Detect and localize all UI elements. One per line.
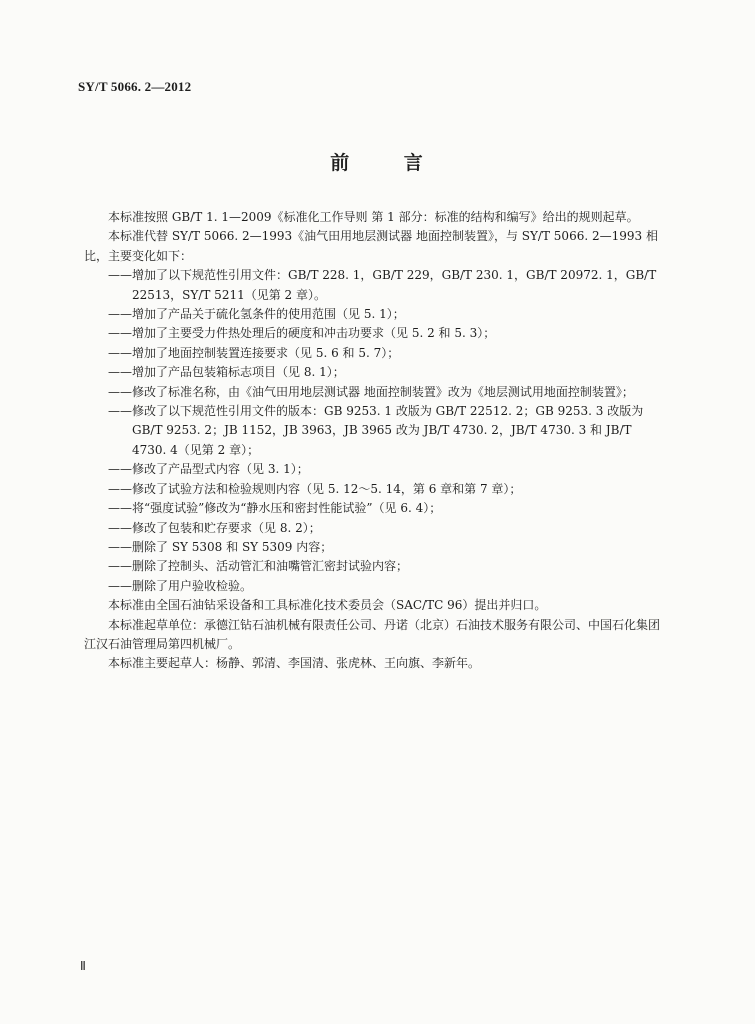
- page-title: 前 言: [330, 152, 447, 174]
- list-item: ——增加了主要受力件热处理后的硬度和冲击功要求（见 5. 2 和 5. 3）；: [108, 326, 496, 341]
- list-item: ——增加了以下规范性引用文件：GB/T 228. 1，GB/T 229，GB/T 230. 1，GB/T 20972. 1，GB/T 22513，SY/T 5211（见第 2 章）。: [108, 268, 657, 302]
- list-item: ——修改了试验方法和检验规则内容（见 5. 12～5. 14，第 6 章和第 7 章）；: [108, 481, 522, 496]
- list-item: ——修改了产品型式内容（见 3. 1）；: [108, 462, 309, 477]
- paragraph-drafting-rules: 本标准按照 GB/T 1. 1—2009《标准化工作导则 第 1 部分：标准的结构和编写》给出的规则起草。: [108, 210, 639, 224]
- list-item: ——增加了地面控制装置连接要求（见 5. 6 和 5. 7）；: [108, 345, 400, 360]
- paragraph-replaces: 本标准代替 SY/T 5066. 2—1993《油气田用地层测试器 地面控制装置》，与 SY/T 5066. 2—1993 相比，主要变化如下：: [84, 229, 658, 263]
- list-item: ——增加了产品关于硫化氢条件的使用范围（见 5. 1）；: [108, 307, 405, 322]
- paragraph-drafting-units: 本标准起草单位：承德江钻石油机械有限责任公司、丹诺（北京）石油技术服务有限公司、中国石化集团江汉石油管理局第四机械厂。: [84, 617, 661, 651]
- paragraph-drafters: 本标准主要起草人：杨静、郭清、李国清、张虎林、王向旗、李新年。: [108, 656, 481, 671]
- standard-number: SY/T 5066. 2—2012: [78, 79, 192, 94]
- list-item: ——将“强度试验”修改为“静水压和密封性能试验”（见 6. 4）；: [108, 501, 442, 516]
- list-item: ——修改了以下规范性引用文件的版本：GB 9253. 1 改版为 GB/T 22512. 2；GB 9253. 3 改版为 GB/T 9253. 2；JB 1152，JB 3963，JB 3965 改为 JB/T 4730. 2，JB/T 4730. 3 和 JB/T 4730. 4（见第 2 章）；: [108, 404, 644, 457]
- paragraph-proposed-by: 本标准由全国石油钻采设备和工具标准化技术委员会（SAC/TC 96）提出并归口。: [108, 598, 547, 613]
- list-item: ——删除了用户验收检验。: [108, 578, 253, 593]
- list-item: ——增加了产品包装箱标志项目（见 8. 1）；: [108, 365, 345, 380]
- list-item: ——删除了 SY 5308 和 SY 5309 内容；: [108, 539, 333, 554]
- list-item: ——修改了包装和贮存要求（见 8. 2）；: [108, 520, 321, 535]
- list-item: ——修改了标准名称，由《油气田用地层测试器 地面控制装置》改为《地层测试用地面控制装置》；: [108, 384, 634, 399]
- page-number: Ⅱ: [80, 959, 86, 973]
- list-item: ——删除了控制头、活动管汇和油嘴管汇密封试验内容；: [108, 559, 409, 574]
- foreword-body: [84, 208, 664, 674]
